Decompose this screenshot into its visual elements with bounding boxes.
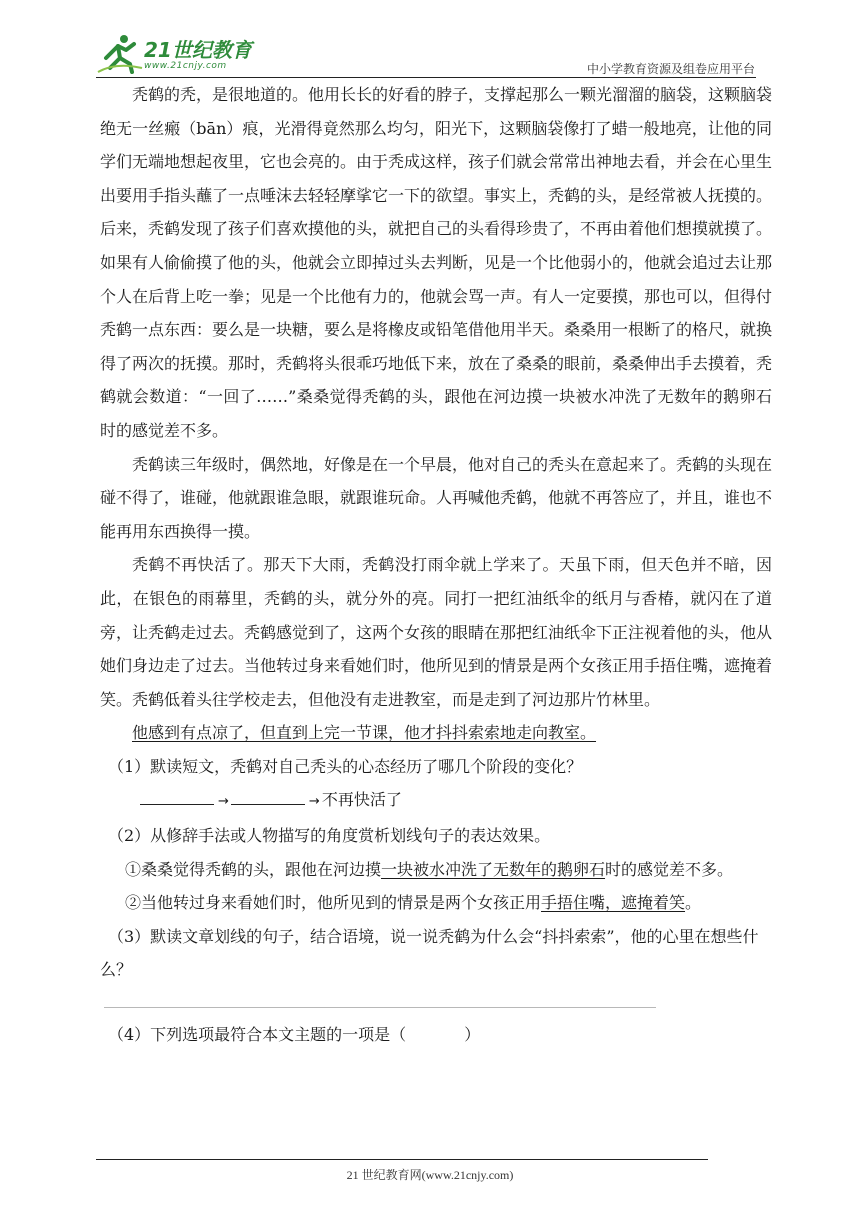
underlined-sentence-paragraph: [100, 716, 772, 750]
question-1: （1）默读短文，秃鹤对自己秃头的心态经历了哪几个阶段的变化？: [108, 756, 583, 776]
page-header: [0, 0, 860, 80]
question-3: （3）默读文章划线的句子，结合语境，说一说秃鹤为什么会“抖抖索索”，他的心里在想些什么？: [100, 926, 759, 980]
question-4: [100, 1018, 772, 1052]
question-2: （2）从修辞手法或人物描写的角度赏析划线句子的表达效果。: [108, 826, 551, 846]
question-2-item-1: [100, 853, 772, 887]
answer-blank-1[interactable]: [140, 790, 214, 805]
story-paragraph-1: 秃鹤的秃，是很地道的。他用长长的好看的脖子，支撑起那么一颗光溜溜的脑袋，这颗脑袋绝无一丝瘢（bān）痕，光滑得竟然那么均匀，阳光下，这颗脑袋像打了蜡一般地亮，让他的同学们无端地想起夜里，它也会亮的。由于秃成这样，孩子们就会常常出神地去看，并会在心里生出要用手指头蘸了一点唾沫去轻轻摩挲它一下的欲望。事实上，秃鹤的头，是经常被人抚摸的。后来，秃鹤发现了孩子们喜欢摸他的头，就把自己的头看得珍贵了，不再由着他们想摸就摸了。如果有人偷偷摸了他的头，他就会立即掉过头去判断，见是一个比他弱小的，他就会追过去让那个人在后背上吃一拳；见是一个比他有力的，他就会骂一声。有人一定要摸，那也可以，但得付秃鹤一点东西：要么是一块糖，要么是将橡皮或铅笔借他用半天。桑桑用一根断了的格尺，就换得了两次的抚摸。那时，秃鹤将头很乖巧地低下来，放在了桑桑的眼前，桑桑伸出手去摸着，秃鹤就会数道：“一回了……”桑桑觉得秃鹤的头，跟他在河边摸一块被水冲洗了无数年的鹅卵石时的感觉差不多。: [100, 85, 773, 440]
question-3-answer-line[interactable]: [104, 1007, 656, 1008]
question-2-item-2: [100, 886, 772, 920]
worksheet-body: [100, 78, 772, 1052]
answer-blank-2[interactable]: [231, 790, 305, 805]
site-logo: [96, 32, 266, 76]
logo-title: 21世纪教育: [144, 38, 252, 62]
question-1-end-stage: 不再快活了: [321, 790, 402, 810]
q2-2-text-before: ②当他转过身来看她们时，他所见到的情景是两个女孩正用: [125, 893, 542, 913]
q2-1-underlined: 一块被水冲洗了无数年的鹅卵石: [381, 859, 606, 879]
logo-url: www.21cnjy.com: [144, 61, 227, 71]
question-4-close-paren: ）: [464, 1025, 481, 1045]
story-paragraph-2: 秃鹤读三年级时，偶然地，好像是在一个早晨，他对自己的秃头在意起来了。秃鹤的头现在碰不得了，谁碰，他就跟谁急眼，就跟谁玩命。人再喊他秃鹤，他就不再答应了，并且，谁也不能再用东西换得一摸。: [100, 454, 773, 541]
underlined-sentence: 他感到有点凉了，但直到上完一节课，他才抖抖索索地走向教室。: [132, 723, 597, 743]
question-1-answer-row: [100, 783, 772, 819]
arrow-right-icon: →: [218, 794, 229, 810]
footer-divider: [96, 1159, 708, 1160]
header-tagline: 中小学教育资源及组卷应用平台: [586, 62, 755, 76]
story-paragraph-3: 秃鹤不再快活了。那天下大雨，秃鹤没打雨伞就上学来了。天虽下雨，但天色并不暗，因此，在银色的雨幕里，秃鹤的头，就分外的亮。同打一把红油纸伞的纸月与香椿，就闪在了道旁，让秃鹤走过去。秃鹤感觉到了，这两个女孩的眼睛在那把红油纸伞下正注视着他的头，他从她们身边走了过去。当他转过身来看她们时，他所见到的情景是两个女孩正用手捂住嘴，遮掩着笑。秃鹤低着头往学校走去，但他没有走进教室，而是走到了河边那片竹林里。: [100, 555, 773, 709]
q2-1-text-after: 时的感觉差不多。: [605, 859, 734, 879]
q2-2-text-after: 。: [685, 893, 702, 913]
q2-2-underlined: 手捂住嘴，遮掩着笑: [541, 893, 686, 913]
question-4-text: （4）下列选项最符合本文主题的一项是（: [108, 1025, 407, 1045]
q2-1-text-before: ①桑桑觉得秃鹤的头，跟他在河边摸: [125, 859, 382, 879]
arrow-right-icon: →: [308, 794, 320, 810]
page-footer: 21 世纪教育网(www.21cnjy.com): [346, 1168, 514, 1182]
running-man-logo-icon: [96, 32, 144, 76]
